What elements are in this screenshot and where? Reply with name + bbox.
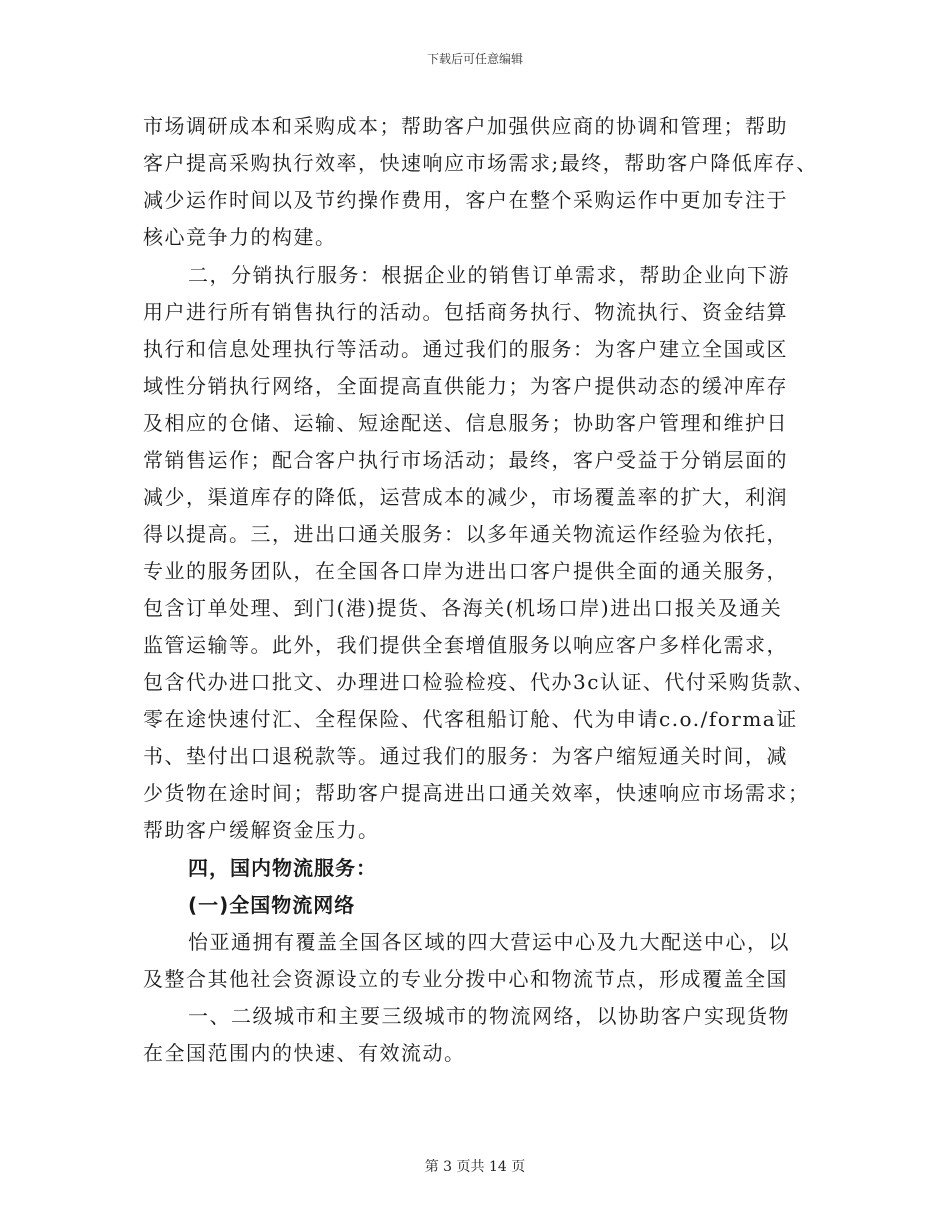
paragraph-line: 客户提高采购执行效率，快速响应市场需求;最终，帮助客户降低库存、 [143, 151, 818, 175]
paragraph-line: 及相应的仓储、运输、短途配送、信息服务；协助客户管理和维护日 [143, 411, 788, 435]
paragraph-line: 域性分销执行网络，全面提高直供能力；为客户提供动态的缓冲库存 [143, 374, 788, 398]
paragraph-line: 二，分销执行服务：根据企业的销售订单需求，帮助企业向下游 [188, 263, 790, 287]
paragraph-line: 怡亚通拥有覆盖全国各区域的四大营运中心及九大配送中心，以 [188, 930, 790, 954]
paragraph-line: 书、垫付出口退税款等。通过我们的服务：为客户缩短通关时间，减 [143, 744, 788, 768]
paragraph-line: 执行和信息处理执行等活动。通过我们的服务：为客户建立全国或区 [143, 337, 788, 361]
paragraph-line: 及整合其他社会资源设立的专业分拨中心和物流节点，形成覆盖全国 [143, 967, 788, 991]
subsection-heading: (一)全国物流网络 [188, 893, 356, 917]
paragraph-line: 专业的服务团队，在全国各口岸为进出口客户提供全面的通关服务， [143, 559, 788, 583]
paragraph-line: 减少运作时间以及节约操作费用，客户在整个采购运作中更加专注于 [143, 188, 788, 212]
paragraph-line: 市场调研成本和采购成本；帮助客户加强供应商的协调和管理；帮助 [143, 114, 788, 138]
paragraph-line: 常销售运作；配合客户执行市场活动；最终，客户受益于分销层面的 [143, 448, 788, 472]
section-heading: 四，国内物流服务： [188, 856, 377, 880]
paragraph-line: 包含订单处理、到门(港)提货、各海关(机场口岸)进出口报关及通关 [143, 596, 783, 620]
paragraph-line: 少货物在途时间；帮助客户提高进出口通关效率，快速响应市场需求； [143, 781, 810, 805]
paragraph-line: 帮助客户缓解资金压力。 [143, 818, 380, 842]
paragraph-line: 包含代办进口批文、办理进口检验检疫、代办3c认证、代付采购货款、 [143, 670, 815, 694]
paragraph-line: 核心竞争力的构建。 [143, 225, 337, 249]
paragraph-line: 得以提高。三，进出口通关服务：以多年通关物流运作经验为依托， [143, 522, 788, 546]
paragraph-line: 零在途快速付汇、全程保险、代客租船订舱、代为申请c.o./forma证 [143, 707, 798, 731]
paragraph-line: 减少，渠道库存的降低，运营成本的减少，市场覆盖率的扩大，利润 [143, 485, 788, 509]
paragraph-line: 在全国范围内的快速、有效流动。 [143, 1041, 466, 1065]
paragraph-line: 监管运输等。此外，我们提供全套增值服务以响应客户多样化需求， [143, 633, 788, 657]
paragraph-line: 一、二级城市和主要三级城市的物流网络，以协助客户实现货物 [188, 1004, 790, 1028]
page-header-note: 下载后可任意编辑 [426, 52, 523, 66]
paragraph-line: 用户进行所有销售执行的活动。包括商务执行、物流执行、资金结算 [143, 300, 788, 324]
page-number: 第 3 页共 14 页 [424, 1159, 526, 1175]
